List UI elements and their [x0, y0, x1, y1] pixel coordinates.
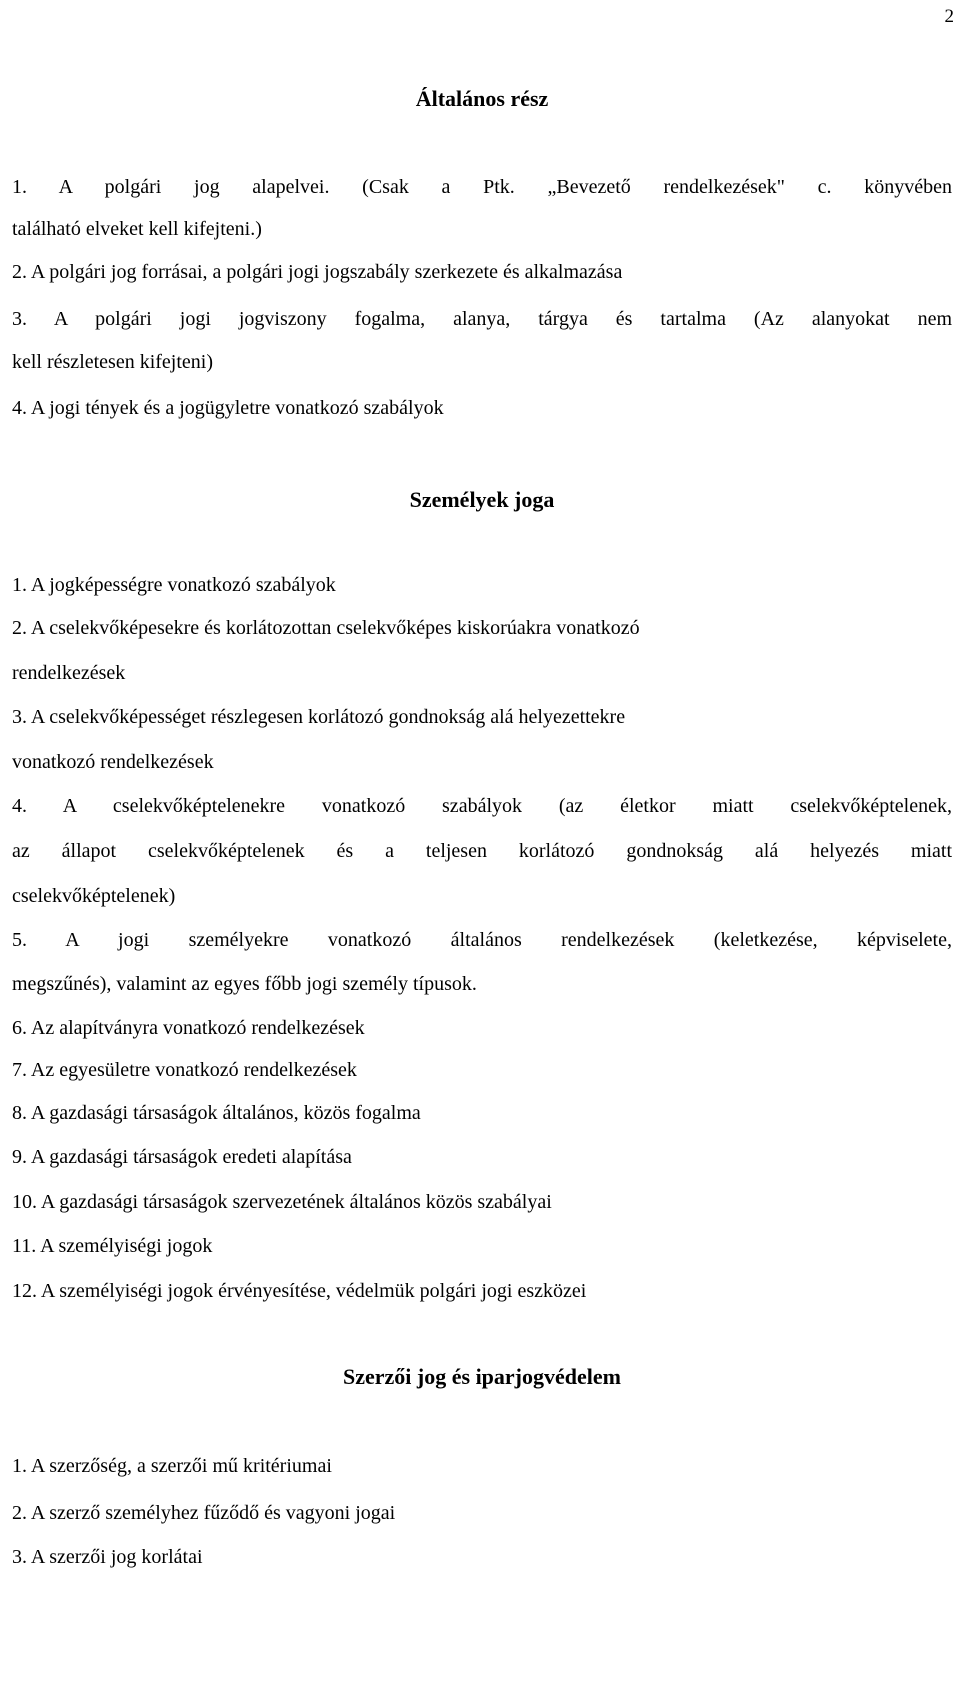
list-item-line: 3. A szerzői jog korlátai — [12, 1546, 203, 1568]
section-title-persons: Személyek joga — [409, 487, 555, 512]
list-item-line: 9. A gazdasági társaságok eredeti alapítása — [12, 1146, 352, 1168]
section-title-copyright: Szerzői jog és iparjogvédelem — [343, 1364, 621, 1389]
list-item-line: 1. A polgári jog alapelvei. (Csak a Ptk. „Bevezető rendelkezések" c. könyvében — [12, 176, 952, 198]
list-item-line: 1. A szerzőség, a szerzői mű kritériumai — [12, 1455, 332, 1477]
list-item-line: 4. A jogi tények és a jogügyletre vonatkozó szabályok — [12, 397, 444, 419]
list-item-line: 1. A jogképességre vonatkozó szabályok — [12, 574, 336, 596]
list-item-line: cselekvőképtelenek) — [12, 885, 176, 907]
list-item-line: 3. A cselekvőképességet részlegesen korlátozó gondnokság alá helyezettekre — [12, 706, 626, 728]
list-item-line: vonatkozó rendelkezések — [12, 751, 214, 773]
list-item-line: 2. A szerző személyhez fűződő és vagyoni jogai — [12, 1502, 396, 1524]
list-item-line: 6. Az alapítványra vonatkozó rendelkezések — [12, 1017, 365, 1039]
list-item-line: 2. A cselekvőképesekre és korlátozottan cselekvőképes kiskorúakra vonatkozó — [12, 617, 640, 639]
list-item-line: 4. A cselekvőképtelenekre vonatkozó szabályok (az életkor miatt cselekvőképtelenek, — [12, 795, 952, 817]
list-item-line: 12. A személyiségi jogok érvényesítése, védelmük polgári jogi eszközei — [12, 1280, 587, 1302]
list-item-line: 8. A gazdasági társaságok általános, közös fogalma — [12, 1102, 421, 1124]
list-item-line: rendelkezések — [12, 662, 126, 684]
list-item-line: 3. A polgári jogi jogviszony fogalma, alanya, tárgya és tartalma (Az alanyokat nem — [12, 308, 952, 330]
list-item-line: 11. A személyiségi jogok — [12, 1235, 213, 1257]
list-item-line: megszűnés), valamint az egyes főbb jogi személy típusok. — [12, 973, 477, 995]
list-item-line: az állapot cselekvőképtelenek és a teljesen korlátozó gondnokság alá helyezés miatt — [12, 840, 952, 862]
list-item-line: 5. A jogi személyekre vonatkozó általános rendelkezések (keletkezése, képviselete, — [12, 929, 952, 951]
list-item-line: 10. A gazdasági társaságok szervezetének általános közös szabályai — [12, 1191, 552, 1213]
list-item-line: 2. A polgári jog forrásai, a polgári jogi jogszabály szerkezete és alkalmazása — [12, 261, 623, 283]
section-title-general: Általános rész — [415, 86, 549, 111]
list-item-line: kell részletesen kifejteni) — [12, 351, 214, 373]
list-item-line: 7. Az egyesületre vonatkozó rendelkezések — [12, 1059, 357, 1081]
page-number: 2 — [944, 6, 954, 27]
list-item-line: található elveket kell kifejteni.) — [12, 218, 262, 240]
